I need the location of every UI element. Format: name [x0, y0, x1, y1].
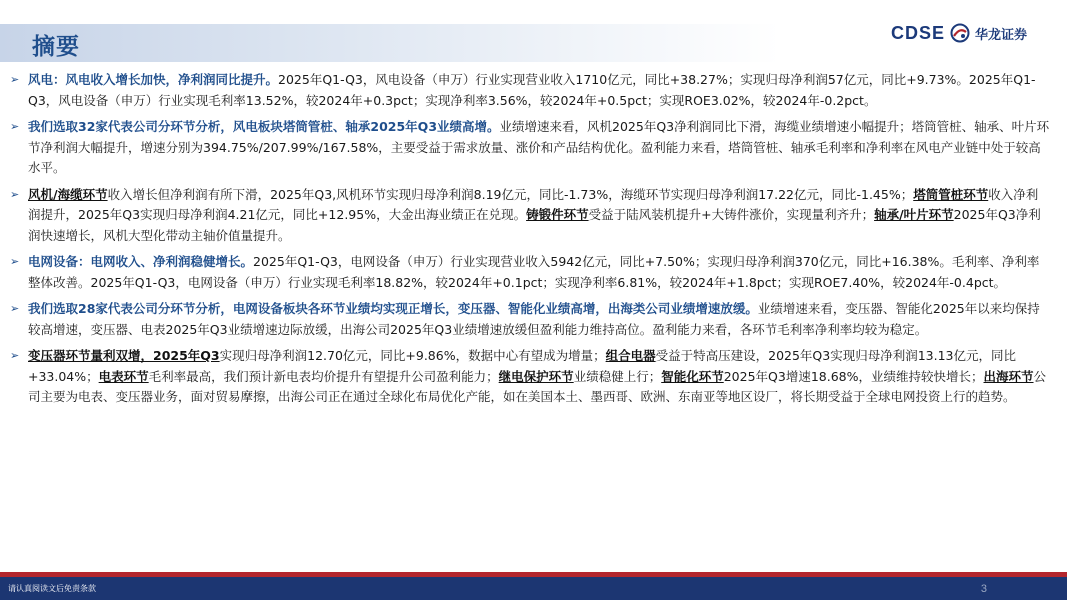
- bullet-highlight: 电网设备：电网收入、净利润稳健增长。: [28, 254, 254, 269]
- bullet-highlight: 我们选取32家代表公司分环节分析，风电板块塔筒管桩、轴承2025年Q3业绩高增。: [28, 119, 500, 134]
- bullet-highlight: 继电保护环节: [498, 368, 574, 384]
- logo-text: CDSE: [890, 22, 945, 43]
- bullet-text: 公司主要为电表、变压器业务，面对贸易摩擦，出海公司正在通过全球化布局优化产能，如在美国本土、墨西哥、欧洲、东南亚等地区设厂，将长期受益于全球电网投资上行的趋势。: [28, 368, 1047, 404]
- bullet-arrow-icon: ➢: [10, 302, 20, 315]
- bullet-arrow-icon: ➢: [10, 187, 20, 201]
- page-number: 3: [980, 583, 987, 595]
- bullet-text: 2025年Q3增速18.68%，业绩维持较快增长；: [723, 368, 984, 384]
- bullet-highlight: 变压器环节量利双增，2025年Q3: [28, 348, 220, 363]
- bullet-text: 业绩增速来看，风机2025年Q3净利润同比下滑，海缆业绩增速小幅提升；塔筒管桩、轴承、叶片环节净利润大幅提升，增速分别为394.75%/207.99%/167.58%，主要受益于需求放量、涨价和产品结构优化。盈利能力来看，塔筒管桩、轴承毛利率和净利率在风电产业链中处于较高水平。: [28, 119, 1050, 175]
- summary-bullet: [10, 185, 1050, 247]
- bullet-arrow-icon: ➢: [10, 349, 20, 362]
- summary-bullet: [10, 252, 1050, 293]
- bullet-arrow-icon: ➢: [10, 120, 20, 133]
- dragon-logo-icon: [950, 23, 970, 43]
- bullet-text: 2025年Q1-Q3，电网设备（申万）行业实现营业收入5942亿元，同比+7.50%；实现归母净利润370亿元，同比+16.38%。毛利率、净利率整体改善。2025年Q1-Q3，电网设备（申万）行业实现毛利率18.82%，较2024年+0.1pct；实现净利率6.81%，较2024年+1.8pct；实现ROE7.40%，较2024年-0.4pct。: [28, 254, 1040, 290]
- page-title: 摘要: [32, 34, 80, 60]
- bullet-highlight: 轴承/叶片环节: [874, 207, 954, 222]
- bullet-highlight: 铸锻件环节: [526, 207, 589, 222]
- title-bar: [0, 24, 780, 62]
- bullet-highlight: 出海环节: [983, 368, 1034, 384]
- bullet-text: 受益于特高压建设，2025年Q3实现归母净利润13.13亿元，同比+33.04%；: [28, 348, 1017, 384]
- bullet-text: 收入净利润提升，2025年Q3实现归母净利润4.21亿元，同比+12.95%，大金出海业绩正在兑现。: [28, 186, 1039, 222]
- bullet-text: 业绩增速来看，变压器、智能化2025年以来均保持较高增速，变压器、电表2025年Q3业绩增速边际放缓，出海公司2025年Q3业绩增速放缓但盈利能力维持高位。盈利能力来看，各环节毛利率净利率均较为稳定。: [28, 301, 1040, 337]
- summary-bullet: [10, 299, 1050, 340]
- summary-bullet: [10, 70, 1050, 111]
- company-logo: [891, 22, 1027, 44]
- bullet-text: 收入增长但净利润有所下滑，2025年Q3,风机环节实现归母净利润8.19亿元，同比-1.73%，海缆环节实现归母净利润17.22亿元，同比-1.45%；: [107, 186, 914, 202]
- bullet-text: 受益于陆风装机提升+大铸件涨价，实现量利齐升；: [588, 207, 875, 222]
- bullet-text: 2025年Q1-Q3，风电设备（申万）行业实现营业收入1710亿元，同比+38.27%；实现归母净利润57亿元，同比+9.73%。2025年Q1-Q3，风电设备（申万）行业实现毛利率13.52%，较2024年+0.3pct；实现净利率3.56%，较2024年+0.5pct；实现ROE3.02%，较2024年-0.2pct。: [28, 72, 1036, 108]
- bullet-text: 业绩稳健上行；: [573, 368, 662, 384]
- bullet-highlight: 电表环节: [98, 368, 149, 384]
- summary-content: [10, 70, 1050, 414]
- bullet-text: 2025年Q3净利润快速增长，风机大型化带动主轴价值量提升。: [28, 207, 1041, 243]
- bullet-highlight: 风电：风电收入增长加快，净利润同比提升。: [28, 72, 279, 87]
- bullet-arrow-icon: ➢: [10, 255, 20, 268]
- bullet-text: 实现归母净利润12.70亿元，同比+9.86%，数据中心有望成为增量；: [219, 348, 606, 363]
- logo-chinese-name: 华龙证券: [974, 27, 1027, 43]
- bullet-highlight: 风机/海缆环节: [28, 186, 108, 202]
- summary-bullet: [10, 117, 1050, 179]
- bullet-highlight: 我们选取28家代表公司分环节分析，电网设备板块各环节业绩均实现正增长，变压器、智能化业绩高增，出海类公司业绩增速放缓。: [28, 301, 758, 316]
- disclaimer-text: 请认真阅读文后免责条款: [8, 584, 96, 593]
- summary-bullet: [10, 346, 1050, 408]
- bullet-text: 毛利率最高，我们预计新电表均价提升有望提升公司盈利能力；: [148, 368, 499, 384]
- bullet-highlight: 塔筒管桩环节: [913, 186, 989, 202]
- footer-stripe: [0, 572, 1067, 577]
- bullet-highlight: 组合电器: [605, 348, 656, 363]
- bullet-arrow-icon: ➢: [10, 73, 20, 86]
- bullet-highlight: 智能化环节: [661, 368, 724, 384]
